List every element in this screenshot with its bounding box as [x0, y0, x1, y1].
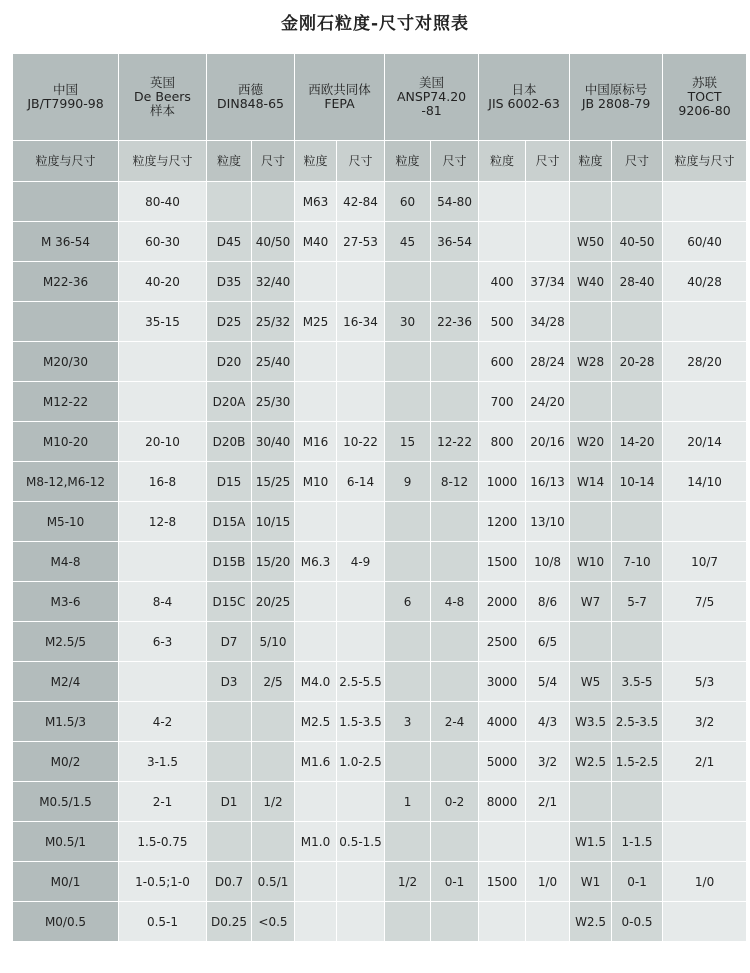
- table-cell: 25/32: [252, 302, 295, 342]
- table-cell: [431, 902, 479, 942]
- table-cell: [479, 822, 526, 862]
- table-cell: [337, 862, 385, 902]
- table-cell: [431, 382, 479, 422]
- table-cell: 80-40: [119, 182, 207, 222]
- table-cell: [385, 742, 431, 782]
- table-cell: M0/0.5: [13, 902, 119, 942]
- table-cell: [663, 182, 747, 222]
- table-row: [13, 502, 747, 542]
- table-cell: 2-1: [119, 782, 207, 822]
- table-cell: [612, 782, 663, 822]
- table-cell: M8-12,M6-12: [13, 462, 119, 502]
- field-header: 粒度: [570, 141, 612, 182]
- table-cell: W50: [570, 222, 612, 262]
- table-cell: 1500: [479, 542, 526, 582]
- table-row: [13, 342, 747, 382]
- table-cell: M20/30: [13, 342, 119, 382]
- table-cell: 2.5-5.5: [337, 662, 385, 702]
- table-cell: 54-80: [431, 182, 479, 222]
- table-cell: [431, 662, 479, 702]
- table-cell: [295, 382, 337, 422]
- table-cell: 0-0.5: [612, 902, 663, 942]
- table-cell: [570, 502, 612, 542]
- table-cell: D0.7: [207, 862, 252, 902]
- table-cell: D20A: [207, 382, 252, 422]
- table-cell: [385, 542, 431, 582]
- table-cell: 400: [479, 262, 526, 302]
- table-cell: 10-22: [337, 422, 385, 462]
- table-cell: 8-4: [119, 582, 207, 622]
- table-cell: 8-12: [431, 462, 479, 502]
- table-cell: [13, 182, 119, 222]
- table-cell: [337, 262, 385, 302]
- table-cell: [612, 502, 663, 542]
- table-cell: D0.25: [207, 902, 252, 942]
- table-cell: 4-9: [337, 542, 385, 582]
- table-cell: [337, 902, 385, 942]
- table-cell: 12-22: [431, 422, 479, 462]
- table-cell: 60/40: [663, 222, 747, 262]
- table-row: [13, 582, 747, 622]
- table-cell: [207, 742, 252, 782]
- table-cell: 15/25: [252, 462, 295, 502]
- table-cell: 0.5/1: [252, 862, 295, 902]
- table-cell: 20/25: [252, 582, 295, 622]
- table-cell: [295, 502, 337, 542]
- table-cell: [431, 622, 479, 662]
- table-cell: D20B: [207, 422, 252, 462]
- table-cell: 8000: [479, 782, 526, 822]
- table-cell: 7/5: [663, 582, 747, 622]
- table-cell: 28/24: [526, 342, 570, 382]
- table-cell: 1.5-0.75: [119, 822, 207, 862]
- table-cell: M3-6: [13, 582, 119, 622]
- table-cell: [570, 622, 612, 662]
- field-header: 粒度: [479, 141, 526, 182]
- table-cell: [612, 622, 663, 662]
- table-cell: <0.5: [252, 902, 295, 942]
- table-cell: W2.5: [570, 742, 612, 782]
- table-cell: [13, 302, 119, 342]
- table-cell: [295, 862, 337, 902]
- table-cell: [612, 182, 663, 222]
- table-cell: 1/0: [663, 862, 747, 902]
- table-cell: [385, 382, 431, 422]
- table-row: [13, 542, 747, 582]
- table-cell: 16-8: [119, 462, 207, 502]
- table-cell: [526, 902, 570, 942]
- table-cell: [431, 542, 479, 582]
- table-row: [13, 262, 747, 302]
- table-cell: [663, 782, 747, 822]
- table-cell: D7: [207, 622, 252, 662]
- table-cell: 3-1.5: [119, 742, 207, 782]
- table-cell: [295, 262, 337, 302]
- grit-size-table: [12, 53, 747, 942]
- table-cell: 600: [479, 342, 526, 382]
- table-cell: 10-14: [612, 462, 663, 502]
- table-cell: 10/15: [252, 502, 295, 542]
- table-cell: 2-4: [431, 702, 479, 742]
- table-cell: M4-8: [13, 542, 119, 582]
- table-cell: 25/30: [252, 382, 295, 422]
- table-cell: [337, 342, 385, 382]
- field-header: 粒度与尺寸: [13, 141, 119, 182]
- table-cell: [431, 502, 479, 542]
- table-cell: [570, 182, 612, 222]
- table-cell: 1-0.5;1-0: [119, 862, 207, 902]
- table-row: [13, 702, 747, 742]
- table-cell: 1/2: [385, 862, 431, 902]
- table-row: [13, 222, 747, 262]
- table-cell: 2500: [479, 622, 526, 662]
- table-row: [13, 862, 747, 902]
- table-cell: M2.5/5: [13, 622, 119, 662]
- standard-header: 苏联 TOCT 9206-80: [663, 54, 747, 141]
- table-cell: 700: [479, 382, 526, 422]
- table-row: [13, 182, 747, 222]
- table-cell: [431, 742, 479, 782]
- table-cell: 1/0: [526, 862, 570, 902]
- table-cell: D20: [207, 342, 252, 382]
- table-cell: [479, 182, 526, 222]
- table-cell: [570, 302, 612, 342]
- header-row-standards: [13, 54, 747, 141]
- table-cell: [385, 502, 431, 542]
- table-cell: 2/1: [663, 742, 747, 782]
- table-cell: 40/50: [252, 222, 295, 262]
- table-cell: 1.5-3.5: [337, 702, 385, 742]
- table-cell: 500: [479, 302, 526, 342]
- table-cell: 4-8: [431, 582, 479, 622]
- table-cell: 2/5: [252, 662, 295, 702]
- table-cell: 22-36: [431, 302, 479, 342]
- table-cell: 9: [385, 462, 431, 502]
- table-cell: 40/28: [663, 262, 747, 302]
- table-cell: 60: [385, 182, 431, 222]
- field-header: 尺寸: [337, 141, 385, 182]
- table-cell: 36-54: [431, 222, 479, 262]
- table-cell: 2000: [479, 582, 526, 622]
- table-cell: [663, 822, 747, 862]
- table-cell: 15: [385, 422, 431, 462]
- table-cell: D35: [207, 262, 252, 302]
- table-cell: 0-2: [431, 782, 479, 822]
- table-cell: M25: [295, 302, 337, 342]
- table-cell: M10: [295, 462, 337, 502]
- table-cell: 32/40: [252, 262, 295, 302]
- table-cell: 1.0-2.5: [337, 742, 385, 782]
- table-cell: 4000: [479, 702, 526, 742]
- table-cell: D15: [207, 462, 252, 502]
- field-header: 粒度: [295, 141, 337, 182]
- table-cell: M16: [295, 422, 337, 462]
- table-cell: [295, 342, 337, 382]
- field-header: 粒度: [385, 141, 431, 182]
- standard-header: 美国 ANSP74.20 -81: [385, 54, 479, 141]
- standard-header: 西德 DIN848-65: [207, 54, 295, 141]
- table-cell: [295, 622, 337, 662]
- table-cell: [119, 542, 207, 582]
- table-row: [13, 662, 747, 702]
- standard-header: 西欧共同体 FEPA: [295, 54, 385, 141]
- table-cell: [612, 302, 663, 342]
- table-cell: 14/10: [663, 462, 747, 502]
- table-cell: 35-15: [119, 302, 207, 342]
- page-title: 金刚石粒度-尺寸对照表: [280, 14, 470, 34]
- table-cell: [385, 662, 431, 702]
- table-cell: 37/34: [526, 262, 570, 302]
- table-cell: D15C: [207, 582, 252, 622]
- table-cell: [526, 822, 570, 862]
- table-cell: 1-1.5: [612, 822, 663, 862]
- table-cell: W1: [570, 862, 612, 902]
- table-cell: [385, 622, 431, 662]
- table-cell: [337, 582, 385, 622]
- table-cell: W28: [570, 342, 612, 382]
- table-cell: W14: [570, 462, 612, 502]
- table-cell: 45: [385, 222, 431, 262]
- table-cell: [526, 222, 570, 262]
- table-cell: 3: [385, 702, 431, 742]
- table-cell: W5: [570, 662, 612, 702]
- table-cell: 2.5-3.5: [612, 702, 663, 742]
- table-cell: M0/2: [13, 742, 119, 782]
- table-row: [13, 302, 747, 342]
- table-cell: 6/5: [526, 622, 570, 662]
- table-cell: [119, 382, 207, 422]
- table-cell: M12-22: [13, 382, 119, 422]
- header-row-fields: [13, 141, 747, 182]
- table-cell: 40-50: [612, 222, 663, 262]
- field-header: 尺寸: [431, 141, 479, 182]
- table-cell: 16/13: [526, 462, 570, 502]
- table-cell: W20: [570, 422, 612, 462]
- table-cell: [431, 342, 479, 382]
- table-cell: 5/10: [252, 622, 295, 662]
- table-cell: W2.5: [570, 902, 612, 942]
- table-cell: [385, 822, 431, 862]
- table-cell: 28-40: [612, 262, 663, 302]
- table-cell: 5000: [479, 742, 526, 782]
- field-header: 尺寸: [612, 141, 663, 182]
- table-cell: 4-2: [119, 702, 207, 742]
- table-cell: [337, 382, 385, 422]
- table-cell: 6-3: [119, 622, 207, 662]
- table-cell: 28/20: [663, 342, 747, 382]
- table-cell: 13/10: [526, 502, 570, 542]
- table-cell: [570, 382, 612, 422]
- table-cell: 5/3: [663, 662, 747, 702]
- table-cell: [337, 782, 385, 822]
- table-cell: 40-20: [119, 262, 207, 302]
- table-cell: 60-30: [119, 222, 207, 262]
- table-cell: 7-10: [612, 542, 663, 582]
- table-cell: M22-36: [13, 262, 119, 302]
- table-cell: [337, 622, 385, 662]
- table-cell: [295, 902, 337, 942]
- table-cell: [663, 382, 747, 422]
- table-cell: [385, 902, 431, 942]
- table-cell: 16-34: [337, 302, 385, 342]
- table-row: [13, 622, 747, 662]
- table-cell: [663, 302, 747, 342]
- table-cell: [252, 182, 295, 222]
- table-cell: M6.3: [295, 542, 337, 582]
- table-cell: 6: [385, 582, 431, 622]
- table-cell: [207, 702, 252, 742]
- table-cell: M1.6: [295, 742, 337, 782]
- table-cell: M2/4: [13, 662, 119, 702]
- table-cell: [295, 582, 337, 622]
- table-cell: 1500: [479, 862, 526, 902]
- table-cell: W3.5: [570, 702, 612, 742]
- table-cell: M4.0: [295, 662, 337, 702]
- table-cell: 0.5-1: [119, 902, 207, 942]
- table-cell: [119, 342, 207, 382]
- table-cell: [207, 822, 252, 862]
- standard-header: 中国 JB/T7990-98: [13, 54, 119, 141]
- table-cell: M40: [295, 222, 337, 262]
- table-cell: 4/3: [526, 702, 570, 742]
- table-cell: 800: [479, 422, 526, 462]
- table-cell: M0/1: [13, 862, 119, 902]
- table-cell: [526, 182, 570, 222]
- table-row: [13, 822, 747, 862]
- table-cell: 34/28: [526, 302, 570, 342]
- table-row: [13, 382, 747, 422]
- field-header: 尺寸: [526, 141, 570, 182]
- table-cell: 20-10: [119, 422, 207, 462]
- table-cell: W10: [570, 542, 612, 582]
- table-cell: M0.5/1.5: [13, 782, 119, 822]
- table-cell: [337, 502, 385, 542]
- standard-header: 日本 JIS 6002-63: [479, 54, 570, 141]
- table-cell: D1: [207, 782, 252, 822]
- table-cell: D45: [207, 222, 252, 262]
- table-cell: 30/40: [252, 422, 295, 462]
- table-cell: 1/2: [252, 782, 295, 822]
- table-row: [13, 462, 747, 502]
- table-cell: W7: [570, 582, 612, 622]
- table-cell: [431, 822, 479, 862]
- table-cell: 3000: [479, 662, 526, 702]
- table-cell: [663, 902, 747, 942]
- field-header: 尺寸: [252, 141, 295, 182]
- field-header: 粒度与尺寸: [119, 141, 207, 182]
- table-cell: 24/20: [526, 382, 570, 422]
- table-cell: M10-20: [13, 422, 119, 462]
- table-cell: [252, 822, 295, 862]
- table-cell: [385, 262, 431, 302]
- standard-header: 中国原标号 JB 2808-79: [570, 54, 663, 141]
- standard-header: 英国 De Beers 样本: [119, 54, 207, 141]
- table-cell: 25/40: [252, 342, 295, 382]
- table-cell: [119, 662, 207, 702]
- table-cell: 1200: [479, 502, 526, 542]
- table-cell: 12-8: [119, 502, 207, 542]
- field-header: 粒度与尺寸: [663, 141, 747, 182]
- table-cell: 3/2: [663, 702, 747, 742]
- table-cell: [663, 502, 747, 542]
- table-cell: D15A: [207, 502, 252, 542]
- table-cell: [431, 262, 479, 302]
- table-cell: 5/4: [526, 662, 570, 702]
- table-cell: 0-1: [431, 862, 479, 902]
- table-cell: 6-14: [337, 462, 385, 502]
- table-cell: W1.5: [570, 822, 612, 862]
- table-cell: 42-84: [337, 182, 385, 222]
- table-cell: M63: [295, 182, 337, 222]
- table-cell: [252, 742, 295, 782]
- table-cell: 0.5-1.5: [337, 822, 385, 862]
- table-cell: [479, 902, 526, 942]
- table-cell: [385, 342, 431, 382]
- table-cell: [295, 782, 337, 822]
- table-cell: 20/16: [526, 422, 570, 462]
- table-cell: M0.5/1: [13, 822, 119, 862]
- table-cell: 10/8: [526, 542, 570, 582]
- table-cell: M5-10: [13, 502, 119, 542]
- table-cell: 2/1: [526, 782, 570, 822]
- table-cell: [570, 782, 612, 822]
- table-cell: 0-1: [612, 862, 663, 902]
- table-cell: 8/6: [526, 582, 570, 622]
- table-row: [13, 742, 747, 782]
- table-cell: 20/14: [663, 422, 747, 462]
- table-cell: [479, 222, 526, 262]
- table-cell: M2.5: [295, 702, 337, 742]
- table-cell: M 36-54: [13, 222, 119, 262]
- table-cell: M1.5/3: [13, 702, 119, 742]
- table-cell: 30: [385, 302, 431, 342]
- table-cell: 1: [385, 782, 431, 822]
- table-cell: [207, 182, 252, 222]
- table-cell: 20-28: [612, 342, 663, 382]
- table-cell: 27-53: [337, 222, 385, 262]
- table-cell: [252, 702, 295, 742]
- table-cell: 10/7: [663, 542, 747, 582]
- table-cell: [612, 382, 663, 422]
- table-row: [13, 422, 747, 462]
- table-cell: [663, 622, 747, 662]
- table-cell: M1.0: [295, 822, 337, 862]
- table-row: [13, 902, 747, 942]
- table-cell: W40: [570, 262, 612, 302]
- table-cell: 15/20: [252, 542, 295, 582]
- table-cell: 3/2: [526, 742, 570, 782]
- table-cell: D15B: [207, 542, 252, 582]
- table-cell: 1.5-2.5: [612, 742, 663, 782]
- table-row: [13, 782, 747, 822]
- table-cell: 5-7: [612, 582, 663, 622]
- field-header: 粒度: [207, 141, 252, 182]
- table-cell: D3: [207, 662, 252, 702]
- table-cell: 1000: [479, 462, 526, 502]
- table-cell: 3.5-5: [612, 662, 663, 702]
- table-cell: 14-20: [612, 422, 663, 462]
- table-cell: D25: [207, 302, 252, 342]
